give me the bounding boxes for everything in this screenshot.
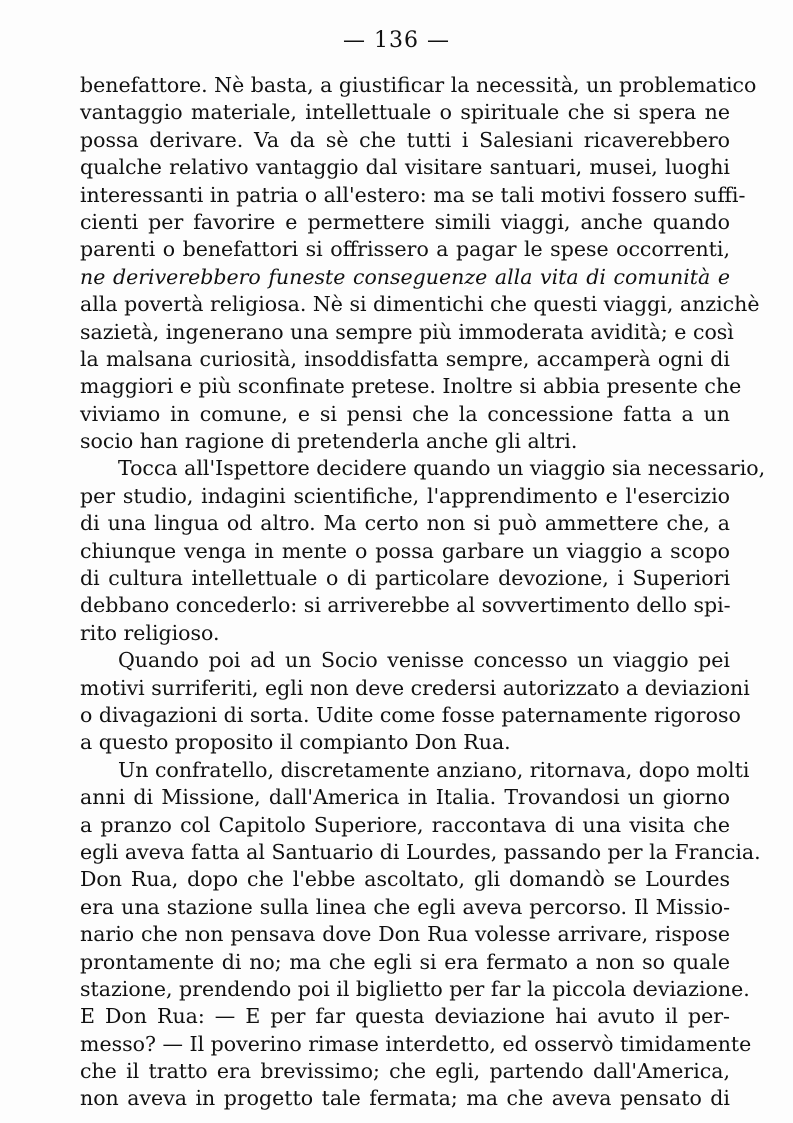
text-line: sazietà, ingenerano una sempre più immoderata avidità; e così — [80, 319, 734, 344]
text-line: Tocca all'Ispettore decidere quando un viaggio sia necessario, — [118, 456, 766, 481]
text-line: di cultura intellettuale o di particolare devozione, i Superiori — [80, 566, 730, 591]
text-line: era una stazione sulla linea che egli aveva percorso. Il Missio- — [80, 894, 730, 919]
text-line: la malsana curiosità, insoddisfatta sempre, accamperà ogni di — [80, 346, 730, 371]
text-line: a questo proposito il compianto Don Rua. — [80, 730, 511, 755]
text-line: qualche relativo vantaggio dal visitare santuari, musei, luoghi — [80, 155, 730, 180]
text-line: E Don Rua: — E per far questa deviazione hai avuto il per- — [80, 1004, 730, 1029]
text-line: viviamo in comune, e si pensi che la concessione fatta a un — [80, 401, 730, 426]
text-line: chiunque venga in mente o possa garbare un viaggio a scopo — [80, 538, 730, 563]
text-line: parenti o benefattori si offrissero a pagar le spese occorrenti, — [80, 237, 730, 262]
text-line: di una lingua od altro. Ma certo non si può ammettere che, a — [80, 511, 730, 536]
text-line: Quando poi ad un Socio venisse concesso un viaggio pei — [118, 648, 730, 673]
text-line: o divagazioni di sorta. Udite come fosse paternamente rigoroso — [80, 702, 741, 727]
page-number: — 136 — — [343, 28, 450, 53]
text-line: motivi surriferiti, egli non deve credersi autorizzato a deviazioni — [80, 675, 750, 700]
text-line: Don Rua, dopo che l'ebbe ascoltato, gli domandò se Lourdes — [80, 867, 730, 892]
text-line: che il tratto era brevissimo; che egli, partendo dall'America, — [80, 1059, 730, 1084]
text-line: vantaggio materiale, intellettuale o spirituale che si spera ne — [80, 100, 730, 125]
page-body — [80, 72, 766, 1113]
text-line: nario che non pensava dove Don Rua volesse arrivare, rispose — [80, 922, 730, 947]
text-line: possa derivare. Va da sè che tutti i Salesiani ricaverebbero — [80, 127, 730, 152]
text-line: messo? — Il poverino rimase interdetto, ed osservò timidamente — [80, 1031, 752, 1056]
text-line: maggiori e più sconfinate pretese. Inoltre si abbia presente che — [80, 374, 742, 399]
text-line: egli aveva fatta al Santuario di Lourdes, passando per la Francia. — [80, 839, 761, 864]
text-line: stazione, prendendo poi il biglietto per far la piccola deviazione. — [80, 976, 750, 1001]
text-line: debbano concederlo: si arriverebbe al sovvertimento dello spi- — [80, 593, 731, 618]
text-line: per studio, indagini scientifiche, l'apprendimento e l'esercizio — [80, 483, 730, 508]
text-line: ne deriverebbero funeste conseguenze alla vita di comunità e — [80, 264, 730, 289]
text-line: benefattore. Nè basta, a giustificar la necessità, un problematico — [80, 73, 757, 97]
text-line: Un confratello, discretamente anziano, ritornava, dopo molti — [118, 757, 750, 782]
text-line: interessanti in patria o all'estero: ma se tali motivi fossero suffi- — [80, 182, 746, 207]
text-line: alla povertà religiosa. Nè si dimentichi che questi viaggi, anzichè — [80, 292, 760, 317]
text-line: non aveva in progetto tale fermata; ma che aveva pensato di — [80, 1086, 730, 1111]
text-line: a pranzo col Capitolo Superiore, raccontava di una visita che — [80, 812, 730, 837]
text-line: cienti per favorire e permettere simili viaggi, anche quando — [80, 209, 730, 234]
text-line: prontamente di no; ma che egli si era fermato a non so quale — [80, 949, 730, 974]
text-line: rito religioso. — [80, 620, 220, 645]
text-line: anni di Missione, dall'America in Italia. Trovandosi un giorno — [80, 785, 730, 810]
text-line: socio han ragione di pretenderla anche gli altri. — [80, 429, 578, 454]
